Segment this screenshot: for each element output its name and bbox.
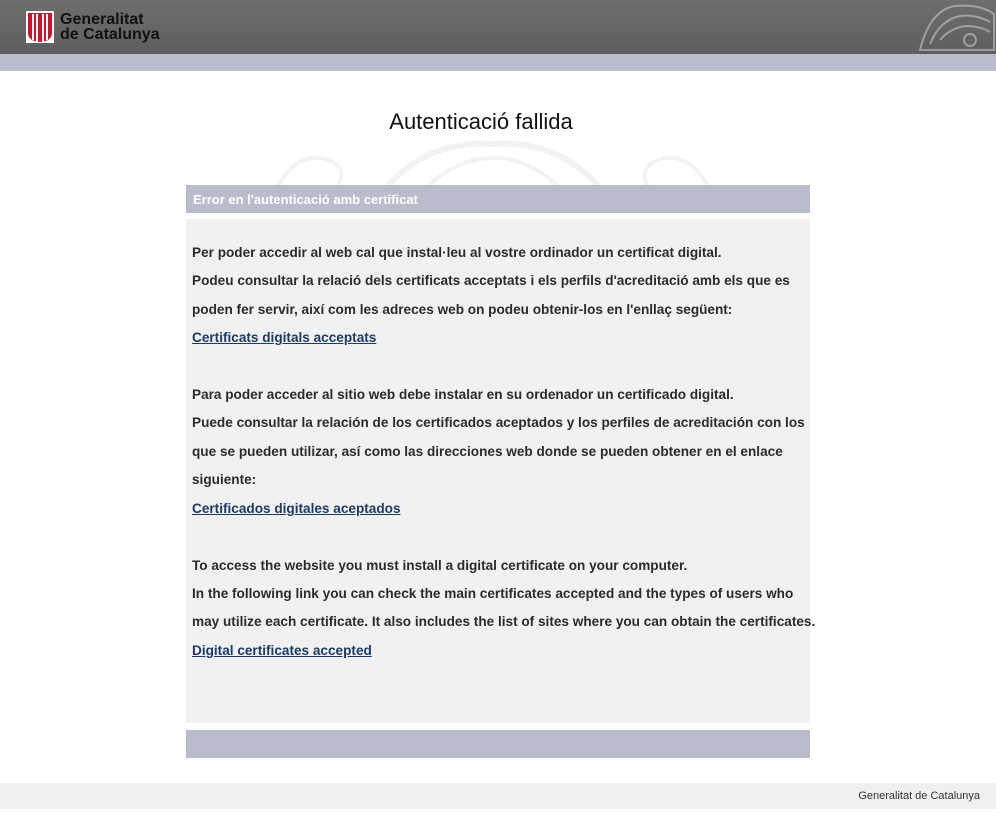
catalan-text-line3: poden fer servir, així com les adreces web on podeu obtenir-los en l'enllaç següent:	[192, 302, 733, 317]
catalan-text-line2: Podeu consultar la relació dels certificats acceptats i els perfils d'acreditació amb els que es	[192, 273, 790, 288]
header-subbar	[0, 54, 996, 71]
logo-line2: de Catalunya	[60, 26, 160, 43]
english-text-line2: In the following link you can check the main certificates accepted and the types of users who	[192, 586, 794, 601]
english-certificates-link[interactable]: Digital certificates accepted	[192, 643, 372, 658]
error-panel-title: Error en l'autenticació amb certificat	[193, 192, 418, 207]
error-panel-footer	[186, 730, 810, 758]
page-footer	[0, 783, 996, 809]
watermark-ornament-icon	[268, 140, 718, 188]
generalitat-emblem-icon	[26, 11, 54, 43]
error-panel-body	[186, 219, 816, 723]
footer-text: Generalitat de Catalunya	[858, 790, 980, 802]
generalitat-logo[interactable]	[26, 10, 160, 44]
spanish-text-line3: que se pueden utilizar, así como las direcciones web donde se pueden obtener en el enlace	[192, 444, 783, 459]
logo-line1: Generalitat	[60, 11, 144, 28]
spanish-text-line4: siguiente:	[192, 472, 257, 487]
spanish-certificates-link[interactable]: Certificados digitales aceptados	[192, 501, 401, 516]
header-ornament-icon	[910, 0, 996, 54]
error-panel-header	[186, 185, 810, 213]
english-text-line1: To access the website you must install a digital certificate on your computer.	[192, 558, 688, 573]
site-header	[0, 0, 996, 54]
english-text-line3: may utilize each certificate. It also includes the list of sites where you can obtain the certificates.	[192, 614, 816, 629]
logo-text	[60, 12, 160, 42]
spanish-text-line1: Para poder acceder al sitio web debe instalar en su ordenador un certificado digital.	[192, 387, 734, 402]
spanish-text-line2: Puede consultar la relación de los certificados aceptados y los perfiles de acreditación con los	[192, 415, 805, 430]
page-title: Autenticació fallida	[389, 108, 573, 134]
catalan-certificates-link[interactable]: Certificats digitals acceptats	[192, 330, 377, 345]
catalan-text-line1: Per poder accedir al web cal que instal·leu al vostre ordinador un certificat digital.	[192, 245, 722, 260]
